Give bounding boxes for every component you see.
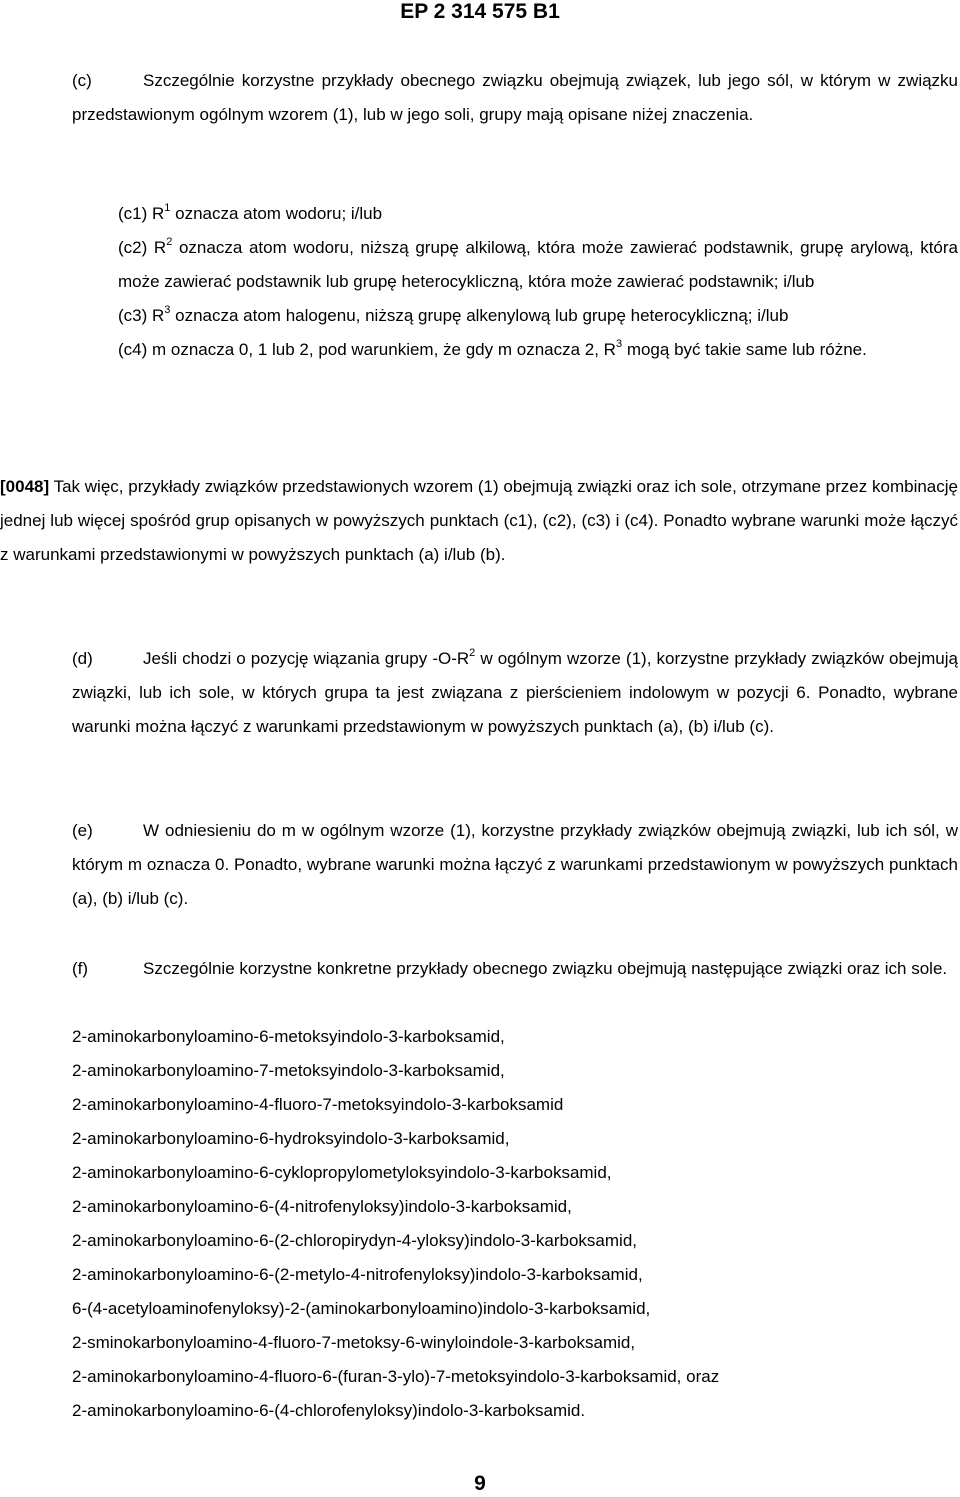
definition-text: mogą być takie same lub różne.: [622, 340, 867, 359]
superscript: 2: [166, 236, 173, 248]
section-text: W odniesieniu do m w ogólnym wzorze (1), korzystne przykłady związków obejmują związki, lub ich sól, w którym m oznacza 0. Ponadto, wybrane warunki można łączyć z warunkami przedstawionym w powyższych punktach (a), (b) i/lub (c).: [72, 821, 958, 908]
compound-item: 2-aminokarbonyloamino-6-cyklopropylometyloksyindolo-3-karboksamid,: [72, 1163, 612, 1182]
section-c: [72, 64, 958, 132]
compound-item: 2-aminokarbonyloamino-4-fluoro-6-(furan-3-ylo)-7-metoksyindolo-3-karboksamid, oraz: [72, 1367, 720, 1386]
paragraph-number: [0048]: [0, 477, 50, 496]
compound-item: 2-aminokarbonyloamino-6-(2-chloropirydyn-4-yloksy)indolo-3-karboksamid,: [72, 1231, 638, 1250]
compound-item: 2-aminokarbonyloamino-6-(4-nitrofenyloksy)indolo-3-karboksamid,: [72, 1197, 572, 1216]
definition-text: oznacza atom wodoru, niższą grupę alkilową, która może zawierać podstawnik, grupę arylową, która może zawierać podstawnik lub grupę heterocykliczną, która może zawierać podstawnik; i/lub: [118, 238, 958, 291]
definition-text: oznacza atom wodoru; i/lub: [170, 204, 383, 223]
paragraph-0048: [0, 470, 958, 572]
page-number: 9: [474, 1472, 486, 1495]
definition-text: (c4) m oznacza 0, 1 lub 2, pod warunkiem, że gdy m oznacza 2, R: [118, 340, 616, 359]
definition-text: (c1) R: [118, 204, 165, 223]
definition-text: (c3) R: [118, 306, 165, 325]
definition-c1: [118, 197, 958, 231]
superscript: 3: [164, 304, 171, 316]
superscript: 1: [164, 202, 171, 214]
definition-text: (c2) R: [118, 238, 167, 257]
definition-c2: [118, 231, 958, 299]
compound-item: 2-aminokarbonyloamino-7-metoksyindolo-3-karboksamid,: [72, 1061, 505, 1080]
section-label: (f): [72, 959, 89, 978]
compound-item: 2-aminokarbonyloamino-4-fluoro-7-metoksyindolo-3-karboksamid: [72, 1095, 564, 1114]
section-text: w ogólnym wzorze (1), korzystne przykłady związków obejmują związki, lub ich sole, w których grupa ta jest związana z pierścieniem indolowym w pozycji 6. Ponadto, wybrane warunki można łączyć z warunkami przedstawionym w powyższych punktach (a), (b) i/lub (c).: [72, 649, 958, 736]
superscript: 3: [615, 338, 623, 350]
definition-c4: [118, 333, 958, 367]
compound-item: 6-(4-acetyloaminofenyloksy)-2-(aminokarbonyloamino)indolo-3-karboksamid,: [72, 1299, 651, 1318]
section-text: Jeśli chodzi o pozycję wiązania grupy -O-R: [143, 649, 470, 668]
definition-c3: [118, 299, 958, 333]
definition-text: oznacza atom halogenu, niższą grupę alkenylową lub grupę heterocykliczną; i/lub: [170, 306, 789, 325]
section-d: [72, 642, 958, 744]
section-label: (e): [72, 821, 93, 840]
compound-item: 2-sminokarbonyloamino-4-fluoro-7-metoksy-6-winyloindole-3-karboksamid,: [72, 1333, 636, 1352]
compound-item: 2-aminokarbonyloamino-6-hydroksyindolo-3-karboksamid,: [72, 1129, 510, 1148]
section-label: (d): [72, 649, 93, 668]
section-e: [72, 814, 958, 916]
superscript: 2: [469, 647, 476, 659]
compound-list: [72, 1020, 719, 1428]
section-text: Szczególnie korzystne przykłady obecnego związku obejmują związek, lub jego sól, w którym w związku przedstawionym ogólnym wzorem (1), lub w jego soli, grupy mają opisane niżej znaczenia.: [72, 71, 958, 124]
patent-number-header: EP 2 314 575 B1: [400, 0, 560, 23]
compound-item: 2-aminokarbonyloamino-6-(2-metylo-4-nitrofenyloksy)indolo-3-karboksamid,: [72, 1265, 643, 1284]
compound-item: 2-aminokarbonyloamino-6-metoksyindolo-3-karboksamid,: [72, 1027, 505, 1046]
section-f: [72, 952, 958, 986]
paragraph-text: Tak więc, przykłady związków przedstawionych wzorem (1) obejmują związki oraz ich sole, otrzymane przez kombinację jednej lub więcej spośród grup opisanych w powyższych punktach (c1), (c2), (c3) i (c4). Ponadto wybrane warunki może łączyć z warunkami przedstawionymi w powyższych punktach (a) i/lub (b).: [0, 477, 958, 564]
substituent-definitions: [118, 197, 958, 367]
section-text: Szczególnie korzystne konkretne przykłady obecnego związku obejmują następujące związki oraz ich sole.: [143, 959, 948, 978]
compound-item: 2-aminokarbonyloamino-6-(4-chlorofenyloksy)indolo-3-karboksamid.: [72, 1401, 586, 1420]
section-label: (c): [72, 71, 92, 90]
